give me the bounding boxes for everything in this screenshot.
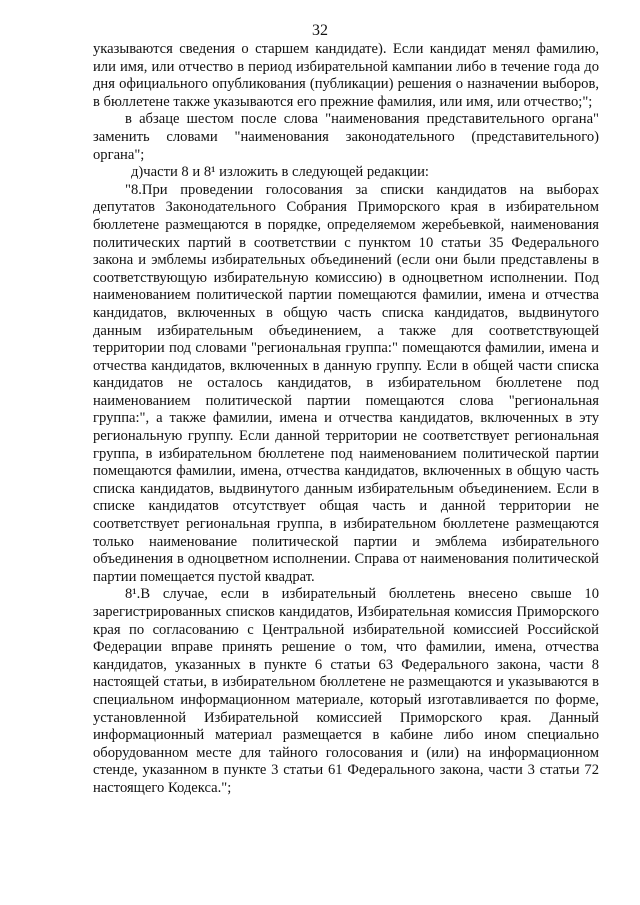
page-number: 32 [312,22,328,39]
paragraph-part-8: "8.При проведении голосования за списки кандидатов на выборах депутатов Законодательного Собрания Приморского края в избирательном бюллетене размещаются в порядке, определяемом жеребьевкой, наименования политических партий в соответствии с пунктом 10 статьи 35 Федерального закона и эмблемы избирательных объединений (если они были представлены в соответствующую избирательную комиссию) в одноцветном исполнении. Под наименованием политической партии помещаются фамилии, имена и отчества кандидатов, включенных в общую часть списка кандидатов, выдвинутого данным избирательным объединением, а также для соответствующей территории под словами "региональная группа:" помещаются фамилии, имена и отчества кандидатов, включенных в данную группу. Если в общей части списка кандидатов не осталось кандидатов, в избирательном бюллетене под наименованием политической партии помещаются слова "региональная группа:", а также фамилии, имена и отчества кандидатов, включенных в эту региональную группу. Если данной территории не соответствует региональная группа, в избирательном бюллетене под наименованием политической партии помещаются фамилии, имена, отчества кандидатов, включенных в общую часть списка кандидатов, выдвинутого данным избирательным объединением. Если в списке кандидатов отсутствует общая часть и данной территории не соответствует региональная группа, в избирательном бюллетене размещаются только наименование политической партии и эмблема избирательного объединения в одноцветном исполнении. Справа от наименования политической партии помещается пустой квадрат. [93,181,599,585]
document-body [93,41,599,798]
paragraph-amendment-abzac: в абзаце шестом после слова "наименования представительного органа" заменить словами "наименования законодательного (представительного) органа"; [93,111,599,163]
paragraph-part-8-1: 8¹.В случае, если в избирательный бюллетень внесено свыше 10 зарегистрированных списков кандидатов, Избирательная комиссия Приморского края по согласованию с Центральной избирательной комиссией Российской Федерации вправе принять решение о том, что фамилии, имена, отчества кандидатов, указанных в пункте 6 статьи 63 Федерального закона, части 8 настоящей статьи, в избирательном бюллетене не размещаются и указываются в специальном информационном материале, который изготавливается по форме, установленной Избирательной комиссией Приморского края. Данный информационный материал размещается в кабине либо ином специально оборудованном месте для тайного голосования и (или) на информационном стенде, указанном в пункте 3 статьи 61 Федерального закона, части 3 статьи 72 настоящего Кодекса."; [93,586,599,796]
paragraph-item-d: д)части 8 и 8¹ изложить в следующей редакции: [131,164,429,181]
paragraph-continuation: указываются сведения о старшем кандидате). Если кандидат менял фамилию, или имя, или отчество в период избирательной кампании либо в течение года до дня официального опубликования (публикации) решения о назначении выборов, в бюллетене также указываются его прежние фамилия, или имя, или отчество;"; [93,41,599,110]
